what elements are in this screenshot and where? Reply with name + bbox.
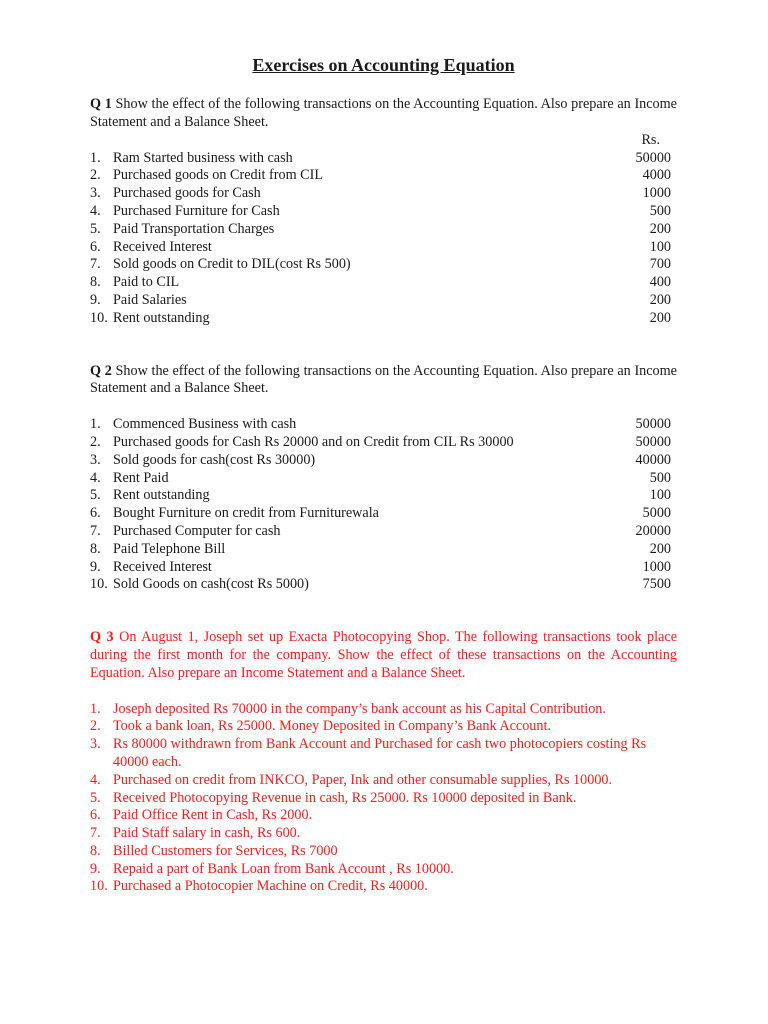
transaction-row	[90, 790, 677, 808]
item-description: Sold Goods on cash(cost Rs 5000)	[113, 576, 309, 593]
item-number: 3.	[90, 451, 101, 468]
item-number: 9.	[90, 291, 101, 308]
item-description: Commenced Business with cash	[113, 416, 297, 433]
item-amount: 20000	[635, 522, 671, 539]
item-description: Rent Paid	[113, 469, 169, 486]
item-description: Joseph deposited Rs 70000 in the company’s bank account as his Capital Contribution.	[113, 700, 606, 717]
item-number: 1.	[90, 149, 101, 166]
transaction-row	[90, 843, 677, 861]
item-number: 8.	[90, 540, 101, 557]
item-number: 4.	[90, 771, 101, 788]
item-description: Ram Started business with cash	[113, 149, 293, 166]
item-number: 3.	[90, 736, 101, 753]
item-description: Took a bank loan, Rs 25000. Money Deposited in Company’s Bank Account.	[113, 718, 551, 735]
transaction-row	[90, 150, 677, 168]
item-description: Billed Customers for Services, Rs 7000	[113, 842, 338, 859]
item-amount: 50000	[635, 416, 671, 433]
item-number: 8.	[90, 274, 101, 291]
transaction-row	[90, 736, 677, 772]
item-number: 5.	[90, 220, 101, 237]
item-amount: 50000	[635, 433, 671, 450]
transaction-row	[90, 221, 677, 239]
item-number: 7.	[90, 256, 101, 273]
question-1-intro	[90, 96, 677, 132]
item-description: Purchased Furniture for Cash	[113, 202, 280, 219]
item-description: Rs 80000 withdrawn from Bank Account and Purchased for cash two photocopiers costing Rs 40000 each.	[113, 736, 647, 770]
item-amount: 200	[649, 220, 671, 237]
item-description: Bought Furniture on credit from Furniturewala	[113, 505, 379, 522]
item-number: 3.	[90, 185, 101, 202]
question-2-text: Show the effect of the following transactions on the Accounting Equation. Also prepare an Income Statement and a Balance Sheet.	[90, 362, 677, 397]
transaction-row	[90, 167, 677, 185]
question-3-text: On August 1, Joseph set up Exacta Photocopying Shop. The following transactions took place during the first month for the company. Show the effect of these transactions on the Accounting Equation. Also prepare an Income Statement and a Balance Sheet.	[90, 629, 677, 681]
item-number: 1.	[90, 416, 101, 433]
transaction-row	[90, 185, 677, 203]
item-description: Received Interest	[113, 238, 212, 255]
question-1	[90, 96, 677, 328]
transaction-row	[90, 470, 677, 488]
item-description: Paid Staff salary in cash, Rs 600.	[113, 825, 301, 842]
item-amount: 7500	[642, 576, 671, 593]
transaction-row	[90, 559, 677, 577]
item-description: Purchased goods on Credit from CIL	[113, 167, 324, 184]
item-number: 8.	[90, 842, 101, 859]
item-amount: 200	[649, 309, 671, 326]
item-number: 10.	[90, 309, 108, 326]
transaction-row	[90, 239, 677, 257]
transaction-row	[90, 701, 677, 719]
transaction-row	[90, 452, 677, 470]
transaction-row	[90, 274, 677, 292]
transaction-row	[90, 310, 677, 328]
item-number: 2.	[90, 718, 101, 735]
transaction-row	[90, 505, 677, 523]
item-amount: 500	[649, 469, 671, 486]
item-amount: 200	[649, 291, 671, 308]
item-description: Purchased on credit from INKCO, Paper, Ink and other consumable supplies, Rs 10000.	[113, 771, 613, 788]
item-description: Sold goods on Credit to DIL(cost Rs 500)	[113, 256, 351, 273]
transaction-row	[90, 256, 677, 274]
item-description: Purchased goods for Cash Rs 20000 and on Credit from CIL Rs 30000	[113, 433, 514, 450]
item-number: 5.	[90, 789, 101, 806]
document-page	[90, 54, 677, 896]
item-number: 1.	[90, 700, 101, 717]
question-2-list	[90, 416, 677, 594]
question-3-label: Q 3	[90, 629, 114, 646]
item-number: 10.	[90, 576, 108, 593]
item-number: 6.	[90, 505, 101, 522]
item-number: 2.	[90, 167, 101, 184]
transaction-row	[90, 487, 677, 505]
item-number: 4.	[90, 202, 101, 219]
item-number: 5.	[90, 487, 101, 504]
item-number: 7.	[90, 825, 101, 842]
transaction-row	[90, 434, 677, 452]
question-3-intro	[90, 629, 677, 682]
item-description: Received Photocopying Revenue in cash, Rs 25000. Rs 10000 deposited in Bank.	[113, 789, 577, 806]
currency-header: Rs.	[641, 131, 660, 148]
item-description: Purchased a Photocopier Machine on Credit, Rs 40000.	[113, 878, 428, 895]
item-description: Paid Telephone Bill	[113, 540, 226, 557]
item-amount: 5000	[642, 505, 671, 522]
transaction-row	[90, 772, 677, 790]
transaction-row	[90, 718, 677, 736]
item-amount: 1000	[642, 185, 671, 202]
question-1-label: Q 1	[90, 96, 112, 112]
item-description: Purchased goods for Cash	[113, 185, 261, 202]
item-amount: 200	[649, 540, 671, 557]
item-amount: 40000	[635, 451, 671, 468]
item-description: Paid to CIL	[113, 274, 180, 291]
question-2	[90, 363, 677, 595]
transaction-row	[90, 541, 677, 559]
transaction-row	[90, 878, 677, 896]
question-3-list	[90, 701, 677, 897]
item-number: 6.	[90, 238, 101, 255]
transaction-row	[90, 825, 677, 843]
question-2-label: Q 2	[90, 362, 112, 379]
item-number: 2.	[90, 433, 101, 450]
transaction-row	[90, 861, 677, 879]
item-amount: 100	[649, 238, 671, 255]
item-amount: 500	[649, 202, 671, 219]
transaction-row	[90, 292, 677, 310]
question-1-list	[90, 150, 677, 328]
item-number: 4.	[90, 469, 101, 486]
transaction-row	[90, 576, 677, 594]
item-amount: 4000	[642, 167, 671, 184]
item-description: Repaid a part of Bank Loan from Bank Account , Rs 10000.	[113, 860, 454, 877]
item-number: 6.	[90, 807, 101, 824]
item-description: Rent outstanding	[113, 309, 210, 326]
item-amount: 700	[649, 256, 671, 273]
question-2-intro	[90, 363, 677, 399]
item-amount: 400	[649, 274, 671, 291]
transaction-row	[90, 203, 677, 221]
item-description: Paid Salaries	[113, 291, 187, 308]
question-1-text: Show the effect of the following transactions on the Accounting Equation. Also prepare an Income Statement and a Balance Sheet.	[90, 96, 677, 130]
transaction-row	[90, 523, 677, 541]
item-description: Received Interest	[113, 558, 212, 575]
item-description: Paid Transportation Charges	[113, 220, 275, 237]
item-number: 9.	[90, 860, 101, 877]
transaction-row	[90, 416, 677, 434]
item-number: 10.	[90, 878, 108, 895]
question-3	[90, 629, 677, 896]
item-description: Paid Office Rent in Cash, Rs 2000.	[113, 807, 313, 824]
item-amount: 1000	[642, 558, 671, 575]
item-number: 9.	[90, 558, 101, 575]
item-description: Sold goods for cash(cost Rs 30000)	[113, 451, 316, 468]
item-amount: 100	[649, 487, 671, 504]
transaction-row	[90, 807, 677, 825]
item-number: 7.	[90, 522, 101, 539]
document-title: Exercises on Accounting Equation	[252, 55, 515, 75]
item-description: Purchased Computer for cash	[113, 522, 281, 539]
item-description: Rent outstanding	[113, 487, 210, 504]
item-amount: 50000	[635, 149, 671, 166]
